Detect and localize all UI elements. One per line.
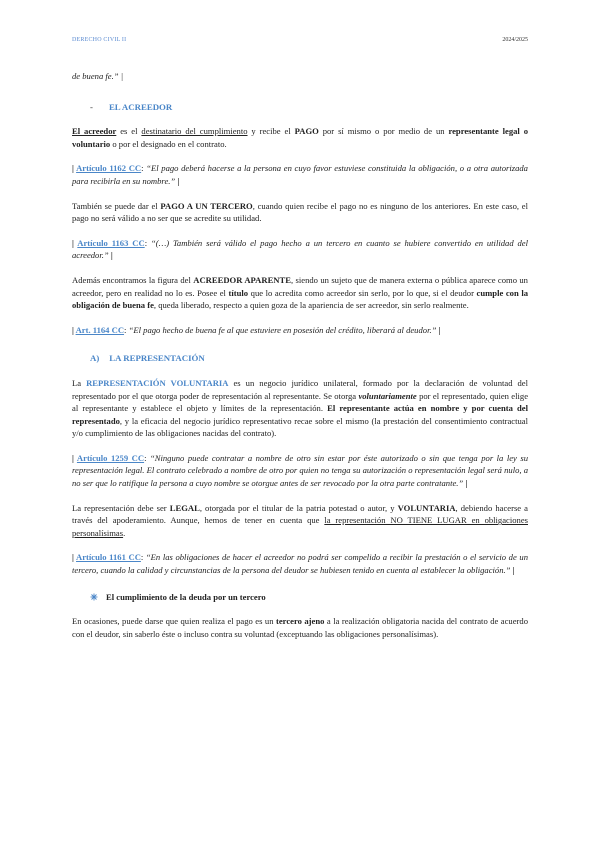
snowflake-icon xyxy=(90,593,98,601)
quote-art-1162: | Artículo 1162 CC: “El pago deberá hacerse a la persona en cuyo favor estuviese constituida la obligación, o a otra autorizada para recibirla en su nombre.” | xyxy=(72,163,528,186)
quote-art-1259: | Artículo 1259 CC: “Ninguno puede contratar a nombre de otro sin estar por éste autorizado o sin que tenga por la ley su representación legal. El contrato celebrado a nombre de otro por quien no tenga su autorización o representación legal será nulo, a no ser que lo ratifique la persona a cuyo nombre se otorgue antes de ser revocado por la otra parte contratante.” | xyxy=(72,452,528,489)
header-course: DERECHO CIVIL II xyxy=(72,37,127,43)
section-heading-acreedor: - EL ACREEDOR xyxy=(90,101,173,112)
quote-art-1163: | Artículo 1163 CC: “(…) También será válido el pago hecho a un tercero en cuanto se hubiere convertido en utilidad del acreedor.” | xyxy=(72,237,528,261)
section-heading-representacion: A) LA REPRESENTACIÓN xyxy=(90,353,205,364)
section-heading-tercero: El cumplimiento de la deuda por un tercero xyxy=(90,591,528,604)
paragraph-representacion-voluntaria: La REPRESENTACIÓN VOLUNTARIA es un negocio jurídico unilateral, formado por la declaración de voluntad del representado por el que otorga poder de representación al representante. Se otorga voluntariamente por el representado, quien elige al representante y establece el objeto y límites de la representación. El representante actúa en nombre y por cuenta del representado, y la eficacia del negocio jurídico representativo recae sobre el mismo (la prestación del consentimiento contractual y/o cumplimiento de las obligaciones nacidas del contrato). xyxy=(72,377,529,439)
paragraph-tercero-ajeno: En ocasiones, puede darse que quien realiza el pago es un tercero ajeno a la realización obligatoria nacida del contrato de acuerdo con el deudor, sin saberlo éste o incluso contra su voluntad (exceptuando las obligaciones personalísimas). xyxy=(72,616,528,639)
continuation-line: de buena fe.” | xyxy=(72,71,124,81)
paragraph-pago-tercero: También se puede dar el PAGO A UN TERCERO, cuando quien recibe el pago no es ninguno de los anteriores. En este caso, el pago no será válido a no ser que se acredite su utilidad. xyxy=(72,200,528,224)
paragraph-representacion-legal: La representación debe ser LEGAL, otorgada por el titular de la patria potestad o autor, y VOLUNTARIA, debiendo hacerse a través del apoderamiento. Aunque, hemos de tener en cuenta que la representación NO TIENE LUGAR en obligaciones personalísimas. xyxy=(72,502,528,538)
header-year: 2024/2025 xyxy=(502,37,528,43)
paragraph-acreedor-aparente: Además encontramos la figura del ACREEDOR APARENTE, siendo un sujeto que de manera externa o pública aparece como un acreedor, pero en realidad no lo es. Posee el título que lo acredita como acreedor sin serlo, por lo que, si el deudor cumple con la obligación de buena fe, queda liberado, respecto a quien goza de la apariencia de ser acreedor, sin serlo realmente. xyxy=(72,274,529,311)
paragraph-acreedor: El acreedor es el destinatario del cumplimiento y recibe el PAGO por sí mismo o por medio de un representante legal o voluntario o por el designado en el contrato. xyxy=(72,126,529,149)
quote-art-1161: | Artículo 1161 CC: “En las obligaciones de hacer el acreedor no podrá ser compelido a recibir la prestación o el servicio de un tercero, cuando la calidad y circunstancias de la persona del deudor se hubiesen tenido en cuenta al establecer la obligación.” | xyxy=(72,552,528,576)
quote-art-1164: | Art. 1164 CC: “El pago hecho de buena fe al que estuviere en posesión del crédito, liberará al deudor.” | xyxy=(72,324,441,335)
document-body xyxy=(72,70,528,640)
